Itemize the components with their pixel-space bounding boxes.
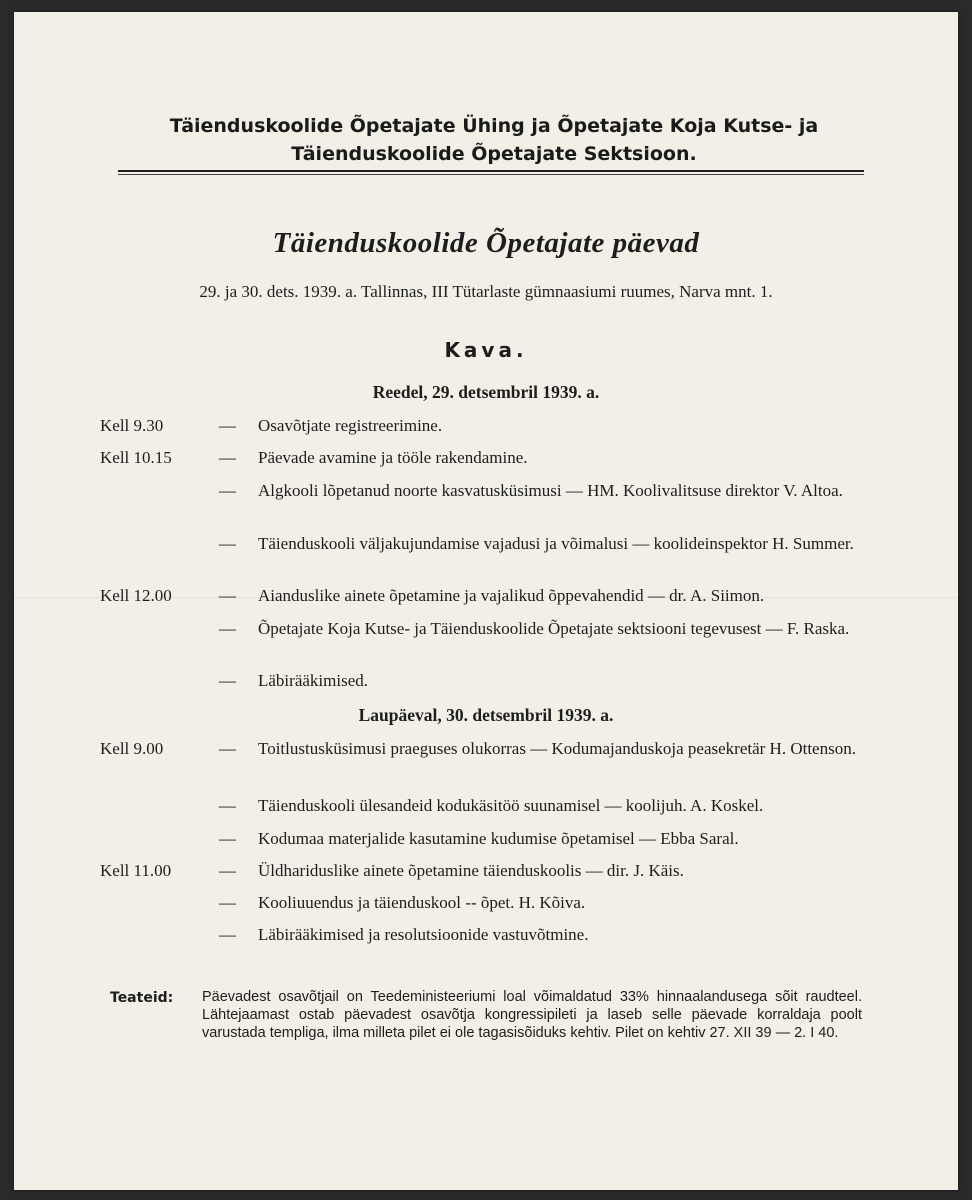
item-dash: — bbox=[219, 671, 236, 690]
item-time: Kell 11.00 bbox=[100, 861, 172, 880]
item-dash: — bbox=[219, 739, 236, 758]
item-time: Kell 10.15 bbox=[100, 448, 172, 467]
item-dash: — bbox=[219, 796, 236, 815]
program-title: Kava. bbox=[444, 338, 528, 362]
item-dash: — bbox=[219, 861, 236, 880]
notice-text: Päevadest osavõtjail on Teedeministeeriumi loal võimaldatud 33% hinnaalandusega sõit raudteel. Lähtejaamast ostab päevadest osavõtja kongressipileti ja laseb selle päevade korraldaja poolt varustada templiga, ilma milleta pilet ei ole tagasisõiduks kehtiv. Pilet on kehtiv 27. XII 39 — 2. I 40. bbox=[202, 989, 862, 1041]
item-text: Õpetajate Koja Kutse- ja Täienduskoolide Õpetajate sektsiooni tegevusest — F. Raska. bbox=[258, 619, 850, 638]
day-heading-friday: Reedel, 29. detsembril 1939. a. bbox=[372, 382, 600, 402]
item-text: Toitlustusküsimusi praeguses olukorras — Kodumajanduskoja peasekretär H. Ottenson. bbox=[258, 739, 856, 758]
document-page bbox=[14, 12, 958, 1190]
item-dash: — bbox=[219, 448, 236, 467]
item-time: Kell 9.00 bbox=[100, 739, 164, 758]
item-dash: — bbox=[219, 925, 236, 944]
item-dash: — bbox=[219, 893, 236, 912]
item-text: Osavõtjate registreerimine. bbox=[258, 416, 443, 435]
event-subtitle: 29. ja 30. dets. 1939. a. Tallinnas, III Tütarlaste gümnaasiumi ruumes, Narva mnt. 1. bbox=[199, 282, 773, 301]
item-dash: — bbox=[219, 586, 236, 605]
item-text: Päevade avamine ja tööle rakendamine. bbox=[258, 448, 528, 467]
header-line-2: Täienduskoolide Õpetajate Sektsioon. bbox=[291, 143, 697, 165]
header-rule-thin bbox=[118, 174, 864, 175]
event-title: Täienduskoolide Õpetajate päevad bbox=[272, 227, 700, 259]
item-dash: — bbox=[219, 829, 236, 848]
item-text: Täienduskooli väljakujundamise vajadusi ja võimalusi — koolideinspektor H. Summer. bbox=[258, 534, 854, 553]
item-time: Kell 9.30 bbox=[100, 416, 164, 435]
notice-label: Teateid: bbox=[110, 990, 174, 1006]
item-text: Kooliuuendus ja täienduskool -- õpet. H. Kõiva. bbox=[258, 893, 586, 912]
item-dash: — bbox=[219, 619, 236, 638]
item-text: Läbirääkimised ja resolutsioonide vastuvõtmine. bbox=[258, 925, 589, 944]
day-heading-saturday: Laupäeval, 30. detsembril 1939. a. bbox=[358, 705, 614, 725]
item-dash: — bbox=[219, 416, 236, 435]
item-time: Kell 12.00 bbox=[100, 586, 172, 605]
item-text: Täienduskooli ülesandeid kodukäsitöö suunamisel — koolijuh. A. Koskel. bbox=[258, 796, 764, 815]
header-rule bbox=[118, 170, 864, 172]
item-text: Üldhariduslike ainete õpetamine täienduskoolis — dir. J. Käis. bbox=[258, 861, 684, 880]
item-dash: — bbox=[219, 481, 236, 500]
item-dash: — bbox=[219, 534, 236, 553]
item-text: Aianduslike ainete õpetamine ja vajalikud õppevahendid — dr. A. Siimon. bbox=[258, 586, 765, 605]
organization-header bbox=[114, 112, 874, 168]
header-line-1: Täienduskoolide Õpetajate Ühing ja Õpetajate Koja Kutse- ja bbox=[169, 115, 819, 137]
item-text: Algkooli lõpetanud noorte kasvatusküsimusi — HM. Koolivalitsuse direktor V. Altoa. bbox=[258, 481, 843, 500]
item-text: Läbirääkimised. bbox=[258, 671, 368, 690]
item-text: Kodumaa materjalide kasutamine kudumise õpetamisel — Ebba Saral. bbox=[258, 829, 739, 848]
